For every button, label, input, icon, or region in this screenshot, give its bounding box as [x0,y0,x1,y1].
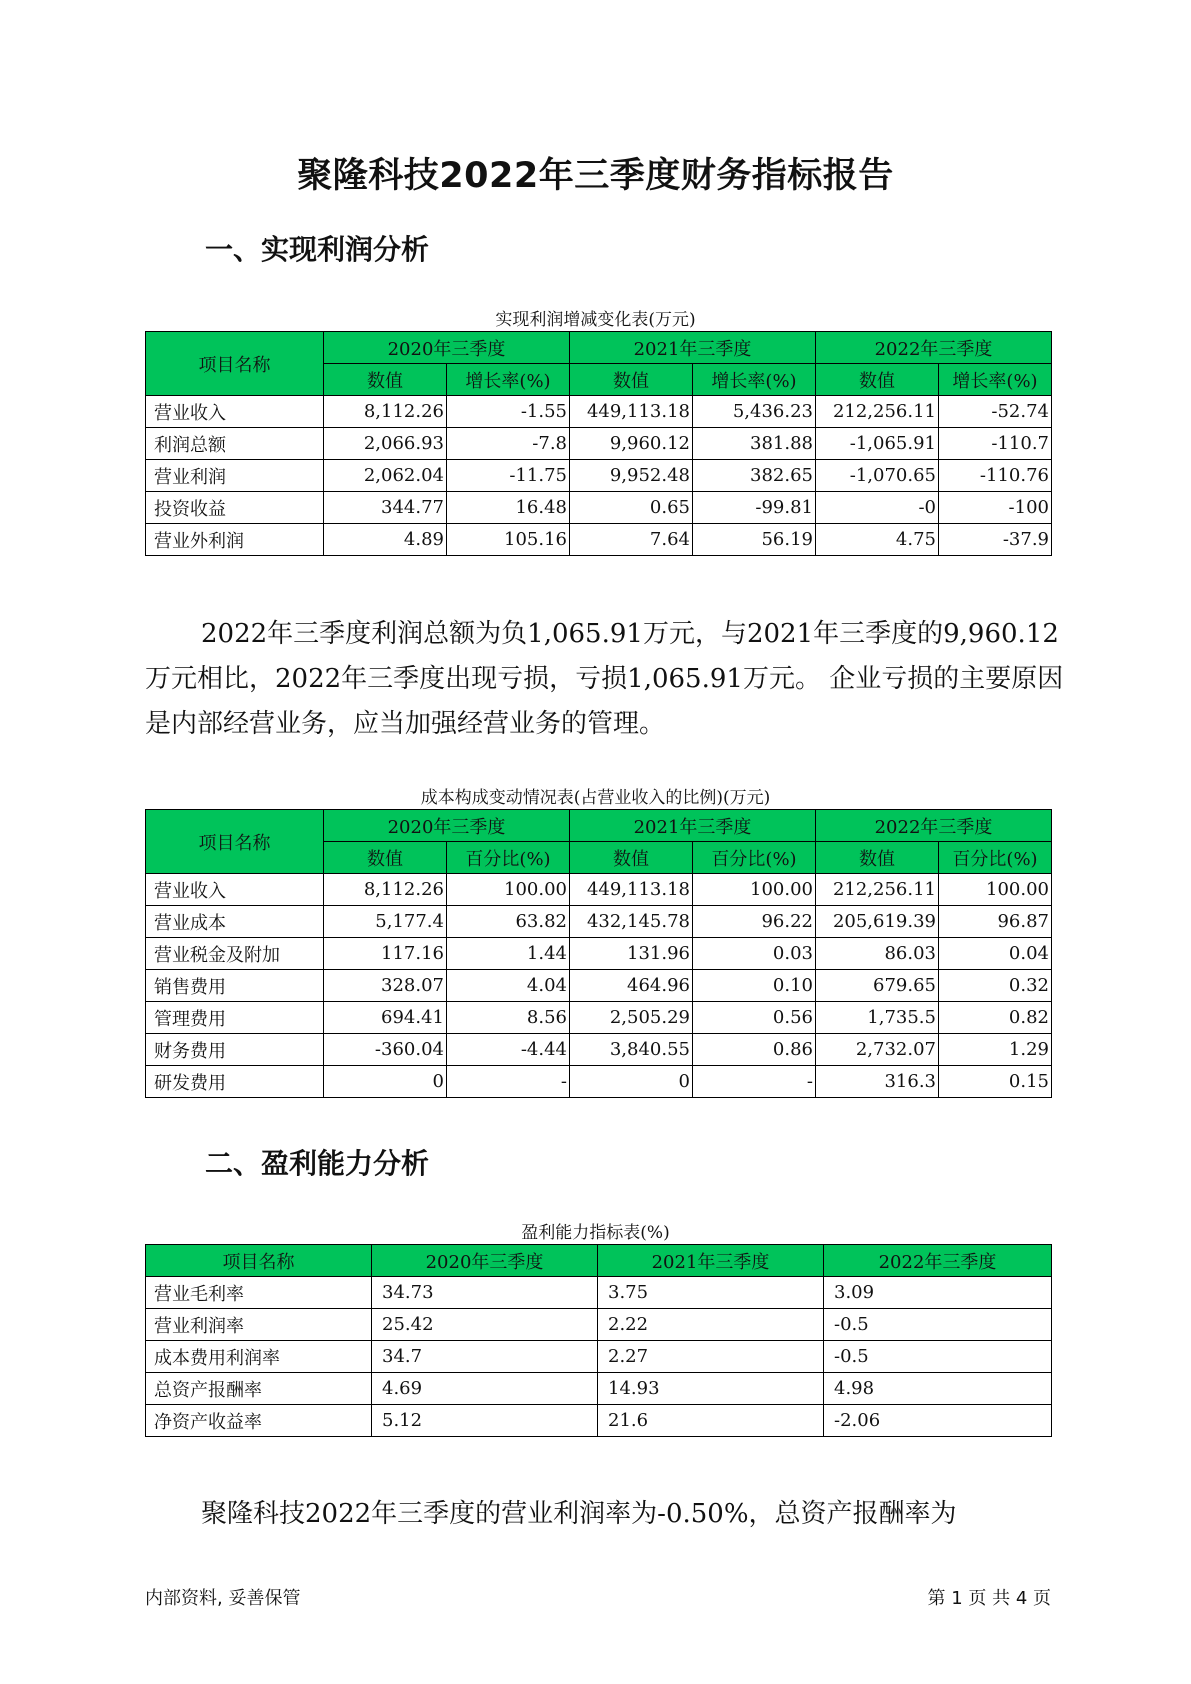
table-cell: 679.65 [816,970,939,1002]
table-cell: 1.44 [447,938,570,970]
growth-subheader: 增长率(%) [939,364,1052,396]
table-cell: 2,066.93 [324,428,447,460]
table-cell: -37.9 [939,524,1052,556]
table-cell: 0.03 [693,938,816,970]
item-name-header: 项目名称 [146,810,324,874]
table1-caption: 实现利润增减变化表(万元) [495,310,696,330]
table-cell: 432,145.78 [570,906,693,938]
table-cell: 344.77 [324,492,447,524]
value-subheader: 数值 [324,842,447,874]
item-name-header: 项目名称 [146,332,324,396]
table2-body [146,874,1052,1098]
table-cell: 3.09 [824,1277,1052,1309]
table-cell: 2.27 [598,1341,824,1373]
table-cell: 5,436.23 [693,396,816,428]
table-row [146,1341,1052,1373]
table-cell: 694.41 [324,1002,447,1034]
row-label: 营业成本 [146,906,324,938]
table-cell: 2.22 [598,1309,824,1341]
table-cell: 328.07 [324,970,447,1002]
table-cell: 21.6 [598,1405,824,1437]
period-header: 2020年三季度 [324,810,570,842]
table-cell: -0.5 [824,1309,1052,1341]
table-cell: 0 [324,1066,447,1098]
period-header: 2021年三季度 [570,810,816,842]
period-header: 2020年三季度 [324,332,570,364]
table-cell: 131.96 [570,938,693,970]
table-row [146,970,1052,1002]
profitability-index-table [145,1244,1052,1437]
table-cell: 2,062.04 [324,460,447,492]
table-row [146,874,1052,906]
table-row [146,1373,1052,1405]
table-cell: -99.81 [693,492,816,524]
table-cell: -52.74 [939,396,1052,428]
table-cell: 0.65 [570,492,693,524]
growth-subheader: 增长率(%) [447,364,570,396]
table-cell: 86.03 [816,938,939,970]
table-row [146,1034,1052,1066]
table-cell: 3,840.55 [570,1034,693,1066]
table-cell: -4.44 [447,1034,570,1066]
table2-caption: 成本构成变动情况表(占营业收入的比例)(万元) [420,788,771,808]
table-cell: 212,256.11 [816,396,939,428]
table-cell: 316.3 [816,1066,939,1098]
table-cell: -11.75 [447,460,570,492]
table-cell: 16.48 [447,492,570,524]
table-cell: 105.16 [447,524,570,556]
table-cell: 4.98 [824,1373,1052,1405]
value-subheader: 数值 [570,364,693,396]
row-label: 营业利润 [146,460,324,492]
table-cell: 96.22 [693,906,816,938]
profit-analysis-paragraph: 2022年三季度利润总额为负1,065.91万元，与2021年三季度的9,960.12万元相比，2022年三季度出现亏损，亏损1,065.91万元。 企业亏损的主要原因是内部经营业务，应当加强经营业务的管理。 [145,619,1064,739]
table3-caption: 盈利能力指标表(%) [521,1223,670,1243]
table-cell: 1.29 [939,1034,1052,1066]
table-cell: 1,735.5 [816,1002,939,1034]
section-heading-profitability: 二、盈利能力分析 [205,1147,430,1180]
period-header: 2022年三季度 [816,332,1052,364]
table-cell: -1.55 [447,396,570,428]
table-cell: - [693,1066,816,1098]
table-cell: 2,505.29 [570,1002,693,1034]
table-cell: 100.00 [693,874,816,906]
table-row [146,396,1052,428]
table-cell: 0.15 [939,1066,1052,1098]
table-cell: 381.88 [693,428,816,460]
table-row [146,492,1052,524]
row-label: 净资产收益率 [146,1405,372,1437]
row-label: 营业税金及附加 [146,938,324,970]
value-subheader: 数值 [816,842,939,874]
table-cell: 63.82 [447,906,570,938]
row-label: 销售费用 [146,970,324,1002]
table-cell: 0.32 [939,970,1052,1002]
table-cell: - [447,1066,570,1098]
document-title: 聚隆科技2022年三季度财务指标报告 [297,156,894,196]
table-cell: 0.10 [693,970,816,1002]
table-cell: 449,113.18 [570,396,693,428]
table-cell: -0.5 [824,1341,1052,1373]
table-cell: 5.12 [372,1405,598,1437]
table-cell: 382.65 [693,460,816,492]
table-cell: -360.04 [324,1034,447,1066]
period-header: 2022年三季度 [824,1245,1052,1277]
item-name-header: 项目名称 [146,1245,372,1277]
growth-subheader: 增长率(%) [693,364,816,396]
table-cell: 464.96 [570,970,693,1002]
row-label: 利润总额 [146,428,324,460]
table-cell: 25.42 [372,1309,598,1341]
percent-subheader: 百分比(%) [447,842,570,874]
table-row [146,460,1052,492]
table-cell: 4.89 [324,524,447,556]
table-cell: 4.69 [372,1373,598,1405]
profit-change-table [145,331,1052,556]
table-row [146,1066,1052,1098]
row-label: 管理费用 [146,1002,324,1034]
table-row [146,428,1052,460]
table-cell: 100.00 [447,874,570,906]
row-label: 投资收益 [146,492,324,524]
table-cell: 96.87 [939,906,1052,938]
table-cell: 0.82 [939,1002,1052,1034]
period-header: 2021年三季度 [598,1245,824,1277]
table-cell: 9,952.48 [570,460,693,492]
table-cell: 8.56 [447,1002,570,1034]
table-cell: 8,112.26 [324,396,447,428]
table-cell: 3.75 [598,1277,824,1309]
table1-body [146,396,1052,556]
row-label: 成本费用利润率 [146,1341,372,1373]
row-label: 研发费用 [146,1066,324,1098]
table-row [146,1405,1052,1437]
table-cell: 4.04 [447,970,570,1002]
table-row [146,1309,1052,1341]
table-row [146,1277,1052,1309]
table-cell: 9,960.12 [570,428,693,460]
table-cell: 449,113.18 [570,874,693,906]
table-cell: 0.86 [693,1034,816,1066]
value-subheader: 数值 [324,364,447,396]
table-cell: 100.00 [939,874,1052,906]
table-cell: -100 [939,492,1052,524]
percent-subheader: 百分比(%) [939,842,1052,874]
table-cell: -110.7 [939,428,1052,460]
profitability-paragraph: 聚隆科技2022年三季度的营业利润率为-0.50%，总资产报酬率为 [201,1499,957,1529]
value-subheader: 数值 [816,364,939,396]
row-label: 财务费用 [146,1034,324,1066]
table-cell: 34.7 [372,1341,598,1373]
table-cell: -1,065.91 [816,428,939,460]
cost-structure-table [145,809,1052,1098]
table-cell: -0 [816,492,939,524]
row-label: 营业毛利率 [146,1277,372,1309]
row-label: 营业利润率 [146,1309,372,1341]
table3-body [146,1277,1052,1437]
table-cell: 0.56 [693,1002,816,1034]
value-subheader: 数值 [570,842,693,874]
row-label: 总资产报酬率 [146,1373,372,1405]
table-cell: 14.93 [598,1373,824,1405]
row-label: 营业收入 [146,874,324,906]
table-cell: 0.04 [939,938,1052,970]
section-heading-profit: 一、实现利润分析 [205,233,430,266]
table-cell: -1,070.65 [816,460,939,492]
period-header: 2020年三季度 [372,1245,598,1277]
table-cell: 34.73 [372,1277,598,1309]
table-cell: 8,112.26 [324,874,447,906]
row-label: 营业外利润 [146,524,324,556]
table-cell: 2,732.07 [816,1034,939,1066]
table-cell: 5,177.4 [324,906,447,938]
table-cell: 0 [570,1066,693,1098]
table-row [146,524,1052,556]
footer-confidential-note: 内部资料, 妥善保管 [145,1588,301,1609]
table-row [146,906,1052,938]
table-cell: 117.16 [324,938,447,970]
table-cell: 212,256.11 [816,874,939,906]
table-cell: -110.76 [939,460,1052,492]
period-header: 2021年三季度 [570,332,816,364]
table-cell: 4.75 [816,524,939,556]
table-cell: 7.64 [570,524,693,556]
table-cell: 56.19 [693,524,816,556]
table-cell: -2.06 [824,1405,1052,1437]
percent-subheader: 百分比(%) [693,842,816,874]
table-cell: 205,619.39 [816,906,939,938]
table-row [146,1002,1052,1034]
footer-page-number: 第 1 页 共 4 页 [927,1588,1051,1609]
row-label: 营业收入 [146,396,324,428]
period-header: 2022年三季度 [816,810,1052,842]
table-cell: -7.8 [447,428,570,460]
table-row [146,938,1052,970]
